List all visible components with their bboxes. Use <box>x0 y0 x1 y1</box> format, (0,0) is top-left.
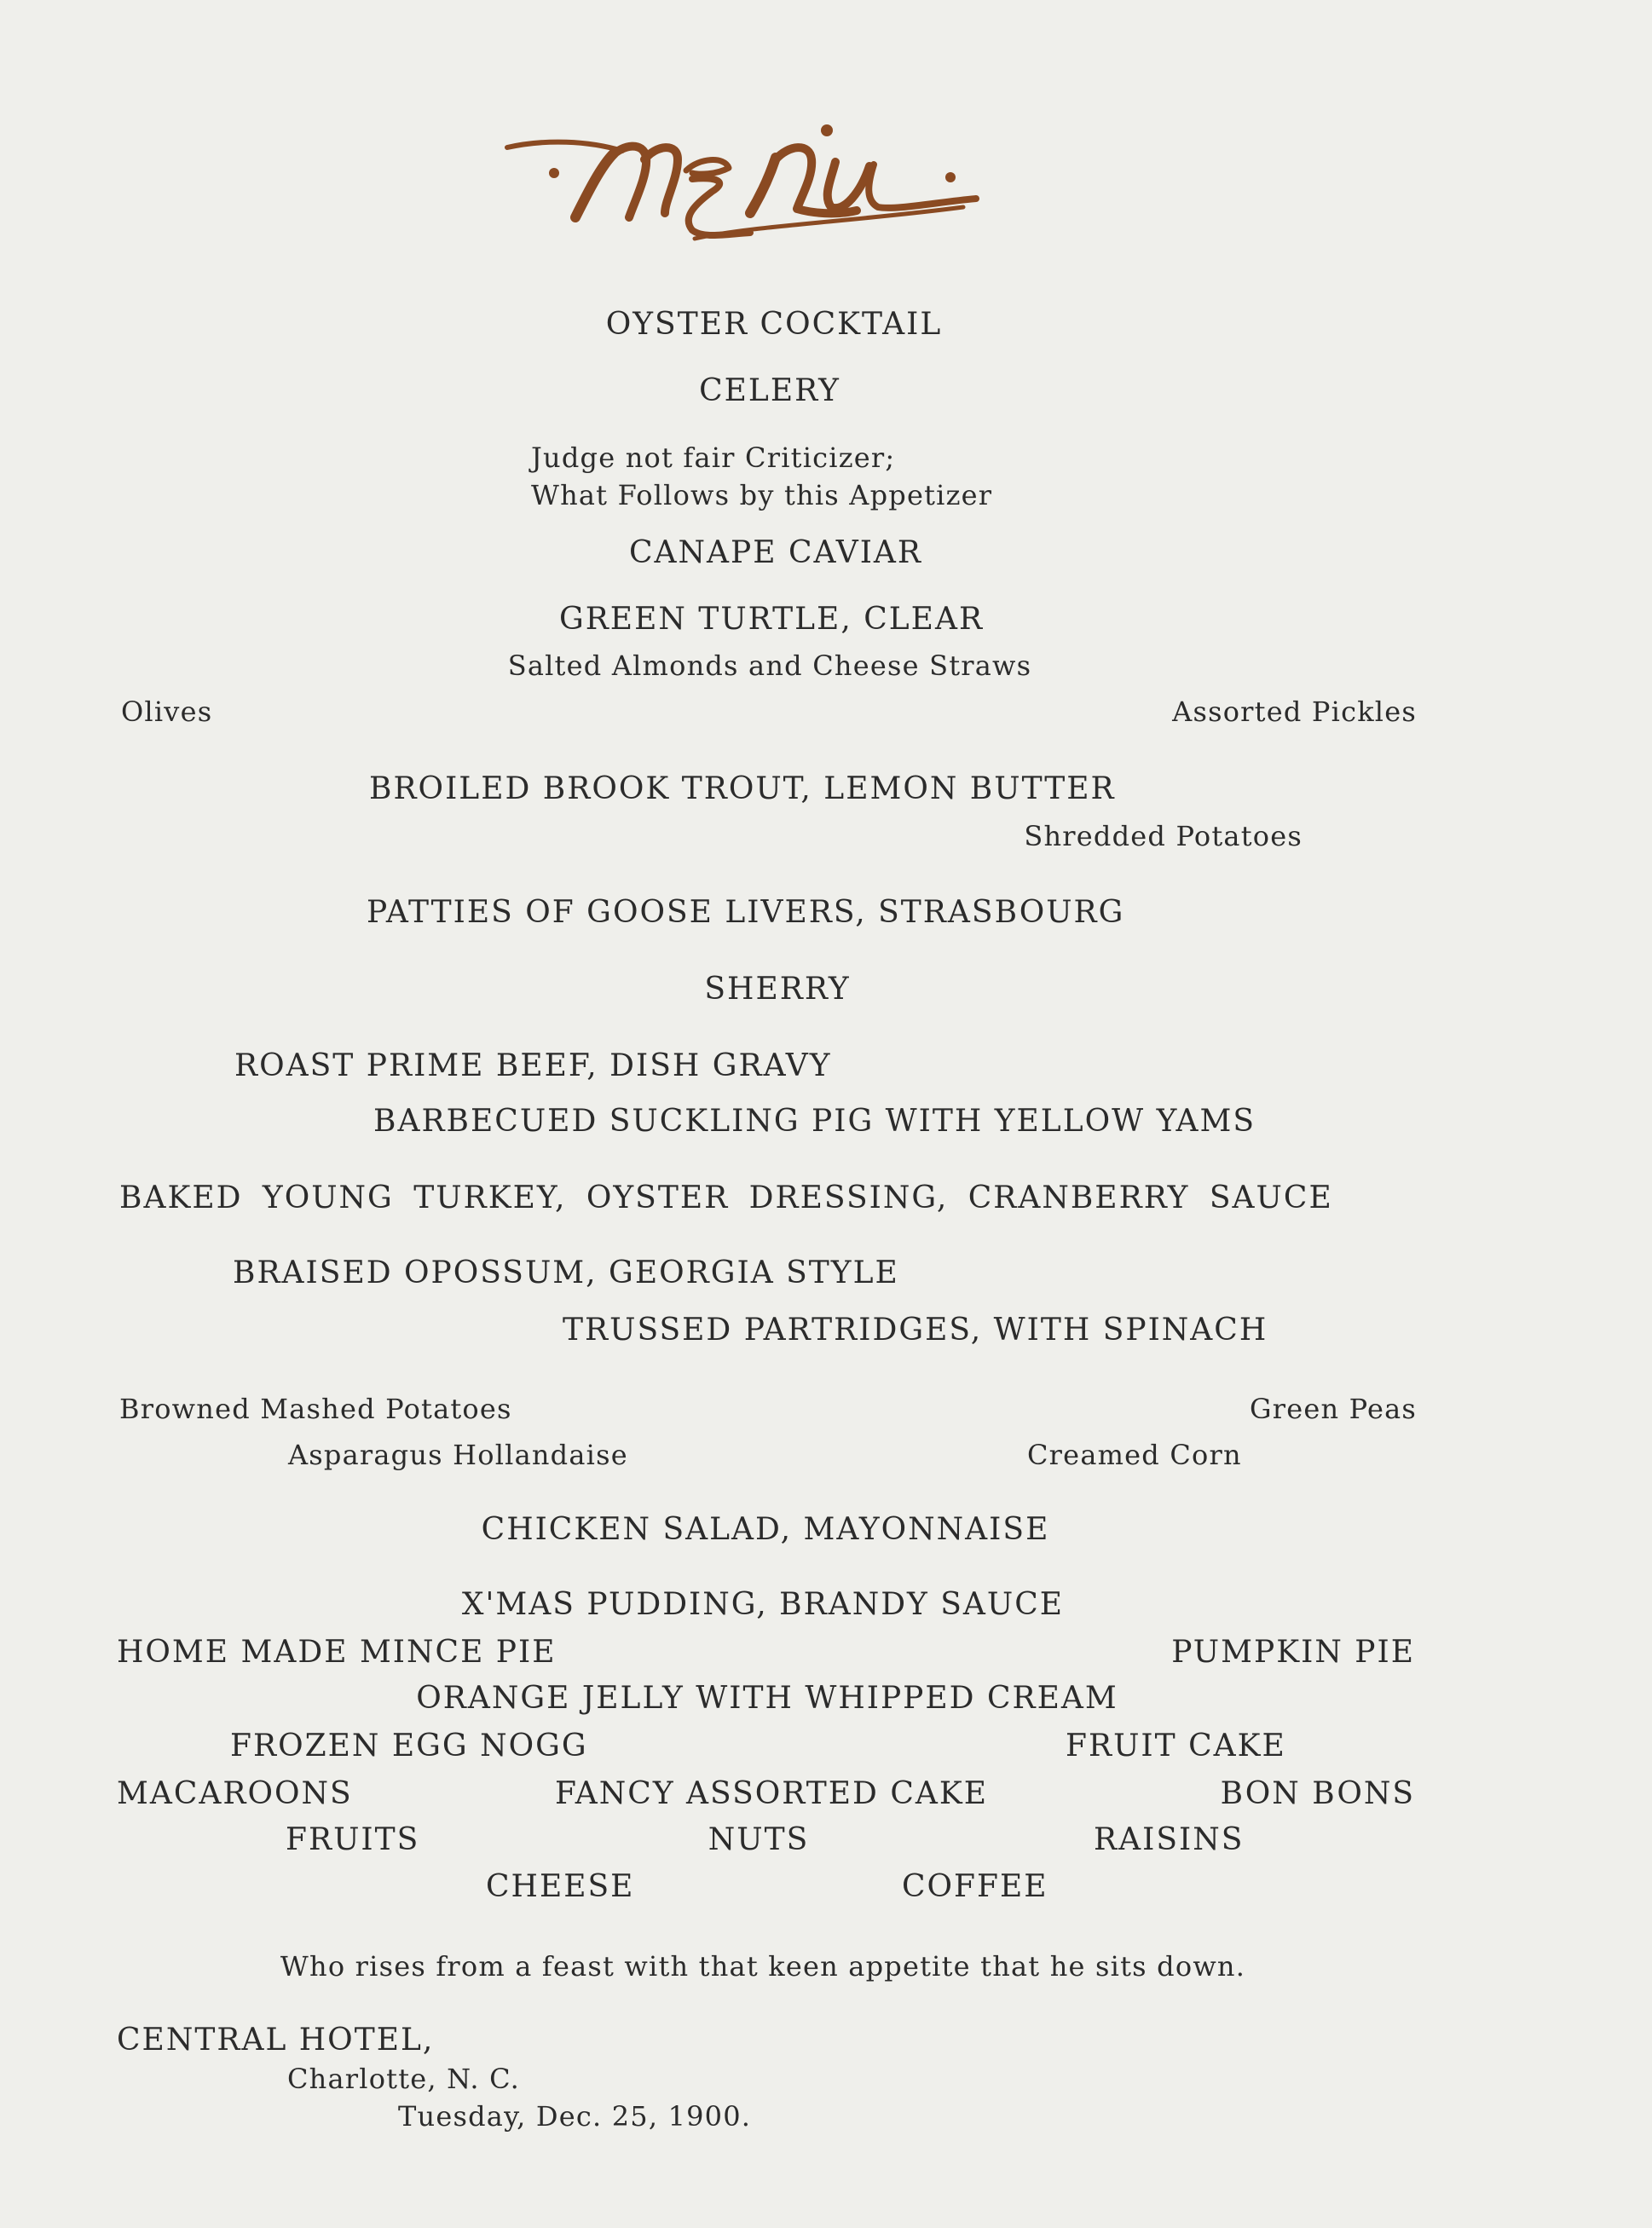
menu-item-mashed-potatoes: Browned Mashed Potatoes <box>119 1393 512 1425</box>
verse-line-1: Judge not fair Criticizer; <box>531 442 896 474</box>
menu-item-green-peas: Green Peas <box>1249 1393 1417 1425</box>
menu-item-opossum: BRAISED OPOSSUM, GEORGIA STYLE <box>233 1255 899 1290</box>
menu-item-bon-bons: BON BONS <box>1220 1776 1415 1811</box>
menu-item-shredded-potatoes: Shredded Potatoes <box>1024 820 1303 852</box>
verse-line-2: What Follows by this Appetizer <box>531 479 993 511</box>
footer-city: Charlotte, N. C. <box>287 2063 520 2095</box>
menu-item-xmas-pudding: X'MAS PUDDING, BRANDY SAUCE <box>461 1587 1065 1622</box>
menu-item-goose-livers: PATTIES OF GOOSE LIVERS, STRASBOURG <box>367 895 1125 930</box>
menu-item-oyster-cocktail: OYSTER COCKTAIL <box>605 307 943 342</box>
menu-item-macaroons: MACAROONS <box>117 1776 353 1811</box>
menu-item-asparagus: Asparagus Hollandaise <box>288 1439 628 1471</box>
menu-title-logo <box>494 107 1023 277</box>
menu-item-cheese: CHEESE <box>486 1869 635 1904</box>
menu-item-turkey: BAKED YOUNG TURKEY, OYSTER DRESSING, CRANBERRY SAUCE <box>119 1180 1333 1215</box>
menu-item-chicken-salad: CHICKEN SALAD, MAYONNAISE <box>481 1512 1050 1547</box>
menu-item-pickles: Assorted Pickles <box>1172 696 1417 728</box>
menu-item-suckling-pig: BARBECUED SUCKLING PIG WITH YELLOW YAMS <box>373 1104 1256 1139</box>
menu-item-almonds: Salted Almonds and Cheese Straws <box>507 649 1032 682</box>
menu-item-fruit-cake: FRUIT CAKE <box>1066 1729 1286 1763</box>
menu-item-fancy-cake: FANCY ASSORTED CAKE <box>554 1776 989 1811</box>
menu-item-mince-pie: HOME MADE MINCE PIE <box>117 1635 557 1670</box>
menu-item-nuts: NUTS <box>708 1822 810 1857</box>
menu-item-creamed-corn: Creamed Corn <box>1027 1439 1242 1471</box>
footer-hotel: CENTRAL HOTEL, <box>117 2023 435 2058</box>
footer-date: Tuesday, Dec. 25, 1900. <box>398 2100 752 2133</box>
menu-item-orange-jelly: ORANGE JELLY WITH WHIPPED CREAM <box>416 1681 1118 1716</box>
menu-item-partridges: TRUSSED PARTRIDGES, WITH SPINACH <box>563 1313 1268 1348</box>
menu-item-fruits: FRUITS <box>286 1822 420 1857</box>
menu-item-celery: CELERY <box>699 373 840 408</box>
menu-item-egg-nogg: FROZEN EGG NOGG <box>230 1729 588 1763</box>
closing-quote: Who rises from a feast with that keen appetite that he sits down. <box>280 1950 1246 1983</box>
menu-item-canape-caviar: CANAPE CAVIAR <box>628 535 923 570</box>
menu-item-pumpkin-pie: PUMPKIN PIE <box>1171 1635 1415 1670</box>
menu-item-olives: Olives <box>121 696 213 728</box>
menu-item-brook-trout: BROILED BROOK TROUT, LEMON BUTTER <box>369 771 1116 806</box>
menu-item-prime-beef: ROAST PRIME BEEF, DISH GRAVY <box>234 1048 832 1083</box>
menu-item-coffee: COFFEE <box>902 1869 1048 1904</box>
menu-item-green-turtle: GREEN TURTLE, CLEAR <box>558 602 985 637</box>
menu-item-raisins: RAISINS <box>1094 1822 1245 1857</box>
menu-item-sherry: SHERRY <box>704 972 851 1007</box>
